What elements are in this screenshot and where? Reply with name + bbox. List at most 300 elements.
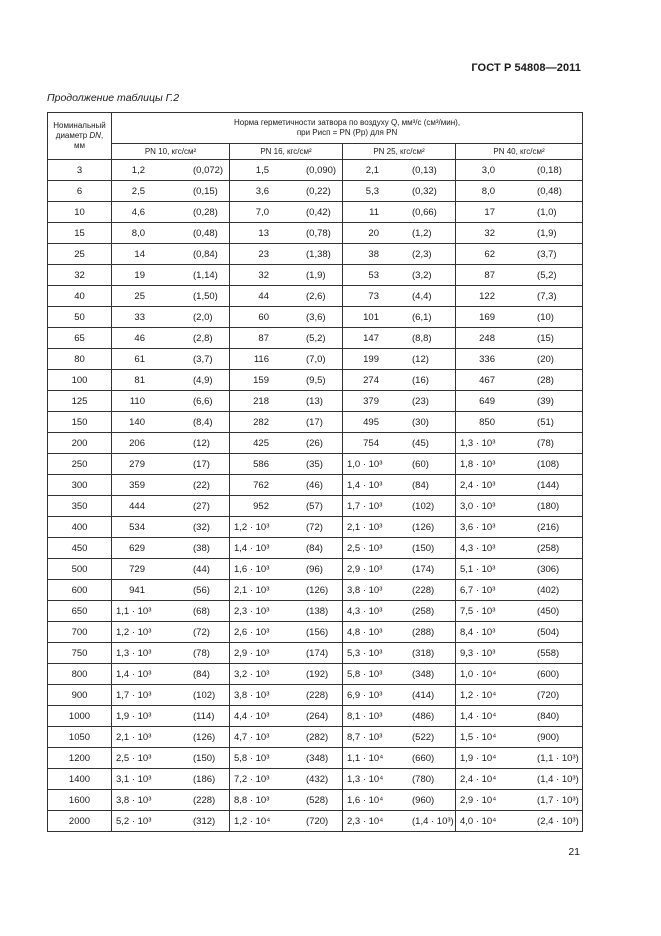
value-mm3-per-s: 23 — [258, 248, 269, 260]
value-mm3-per-s: 729 — [129, 563, 145, 575]
value-mm3-per-s: 3,0 — [481, 164, 495, 176]
value-cm3-per-min: (780) — [412, 773, 435, 785]
table-row — [48, 601, 583, 622]
value-mm3-per-s: 1,6 · 10⁴ — [347, 794, 384, 806]
value-mm3-per-s: 1,9 · 10⁴ — [460, 752, 497, 764]
value-mm3-per-s: 8,7 · 10³ — [347, 731, 383, 743]
value-mm3-per-s: 1,3 · 10³ — [460, 437, 496, 449]
cell-leak-rate — [230, 244, 343, 265]
cell-leak-rate — [230, 454, 343, 475]
table-row — [48, 727, 583, 748]
table-row — [48, 475, 583, 496]
cell-dn: 1200 — [48, 748, 112, 769]
table-row — [48, 517, 583, 538]
cell-leak-rate — [112, 769, 230, 790]
cell-leak-rate — [343, 286, 456, 307]
cell-leak-rate — [112, 538, 230, 559]
value-mm3-per-s: 44 — [258, 290, 269, 302]
header-pn-40: PN 40, кгс/см² — [456, 144, 583, 160]
value-cm3-per-min: (114) — [193, 710, 215, 722]
table-row — [48, 412, 583, 433]
value-mm3-per-s: 206 — [129, 437, 145, 449]
table-row — [48, 181, 583, 202]
cell-leak-rate — [230, 622, 343, 643]
cell-leak-rate — [343, 517, 456, 538]
value-mm3-per-s: 3,8 · 10³ — [234, 689, 270, 701]
value-mm3-per-s: 274 — [363, 374, 379, 386]
value-mm3-per-s: 4,6 — [131, 206, 145, 218]
header-pn-25: PN 25, кгс/см² — [343, 144, 456, 160]
cell-leak-rate — [230, 517, 343, 538]
value-mm3-per-s: 4,3 · 10³ — [460, 542, 496, 554]
cell-leak-rate — [343, 496, 456, 517]
cell-dn: 40 — [48, 286, 112, 307]
cell-leak-rate — [112, 244, 230, 265]
cell-leak-rate — [456, 160, 583, 181]
document-code: ГОСТ Р 54808—2011 — [471, 62, 581, 74]
value-cm3-per-min: (0,32) — [412, 185, 437, 197]
value-mm3-per-s: 1,0 · 10³ — [347, 458, 383, 470]
value-mm3-per-s: 20 — [368, 227, 379, 239]
value-cm3-per-min: (0,072) — [193, 164, 224, 176]
value-cm3-per-min: (150) — [193, 752, 216, 764]
value-mm3-per-s: 32 — [258, 269, 269, 281]
cell-leak-rate — [112, 811, 230, 832]
value-cm3-per-min: (28) — [537, 374, 554, 386]
value-mm3-per-s: 46 — [134, 332, 145, 344]
cell-leak-rate — [343, 412, 456, 433]
cell-leak-rate — [343, 727, 456, 748]
table-row — [48, 454, 583, 475]
cell-dn: 1400 — [48, 769, 112, 790]
value-cm3-per-min: (57) — [306, 500, 323, 512]
cell-leak-rate — [112, 286, 230, 307]
cell-leak-rate — [230, 391, 343, 412]
value-mm3-per-s: 5,8 · 10³ — [347, 668, 383, 680]
header-leak-norm — [112, 113, 583, 144]
value-cm3-per-min: (486) — [412, 710, 435, 722]
value-mm3-per-s: 3,6 · 10³ — [460, 521, 496, 533]
value-mm3-per-s: 467 — [479, 374, 495, 386]
cell-leak-rate — [230, 643, 343, 664]
value-cm3-per-min: (10) — [537, 311, 554, 323]
table-row — [48, 580, 583, 601]
cell-leak-rate — [112, 517, 230, 538]
value-mm3-per-s: 1,2 · 10⁴ — [460, 689, 497, 701]
table-row — [48, 811, 583, 832]
value-mm3-per-s: 81 — [134, 374, 145, 386]
cell-leak-rate — [343, 601, 456, 622]
value-mm3-per-s: 3,8 · 10³ — [347, 584, 383, 596]
value-cm3-per-min: (0,28) — [193, 206, 218, 218]
value-mm3-per-s: 87 — [484, 269, 495, 281]
value-cm3-per-min: (0,48) — [537, 185, 562, 197]
value-cm3-per-min: (84) — [412, 479, 429, 491]
table-row — [48, 223, 583, 244]
cell-leak-rate — [230, 349, 343, 370]
value-mm3-per-s: 1,5 · 10⁴ — [460, 731, 497, 743]
value-cm3-per-min: (1,9) — [537, 227, 557, 239]
cell-leak-rate — [343, 433, 456, 454]
cell-leak-rate — [343, 811, 456, 832]
cell-leak-rate — [230, 496, 343, 517]
cell-leak-rate — [230, 685, 343, 706]
value-cm3-per-min: (96) — [306, 563, 323, 575]
table-row — [48, 706, 583, 727]
value-cm3-per-min: (84) — [193, 668, 210, 680]
value-cm3-per-min: (46) — [306, 479, 323, 491]
value-cm3-per-min: (228) — [306, 689, 329, 701]
value-mm3-per-s: 2,3 · 10³ — [234, 605, 270, 617]
value-cm3-per-min: (126) — [306, 584, 329, 596]
value-cm3-per-min: (1,50) — [193, 290, 218, 302]
cell-leak-rate — [112, 496, 230, 517]
cell-leak-rate — [456, 391, 583, 412]
value-mm3-per-s: 4,3 · 10³ — [347, 605, 383, 617]
cell-leak-rate — [230, 370, 343, 391]
value-mm3-per-s: 2,9 · 10³ — [234, 647, 270, 659]
cell-leak-rate — [112, 433, 230, 454]
cell-leak-rate — [112, 454, 230, 475]
cell-leak-rate — [230, 181, 343, 202]
cell-dn: 100 — [48, 370, 112, 391]
value-cm3-per-min: (17) — [306, 416, 323, 428]
cell-dn: 350 — [48, 496, 112, 517]
cell-dn: 80 — [48, 349, 112, 370]
value-mm3-per-s: 941 — [129, 584, 145, 596]
cell-dn: 800 — [48, 664, 112, 685]
cell-dn: 750 — [48, 643, 112, 664]
value-cm3-per-min: (192) — [306, 668, 329, 680]
value-mm3-per-s: 199 — [363, 353, 379, 365]
cell-leak-rate — [230, 538, 343, 559]
value-cm3-per-min: (660) — [412, 752, 435, 764]
cell-leak-rate — [112, 412, 230, 433]
value-mm3-per-s: 8,0 — [481, 185, 495, 197]
cell-leak-rate — [456, 412, 583, 433]
value-cm3-per-min: (348) — [412, 668, 435, 680]
value-mm3-per-s: 7,0 — [255, 206, 269, 218]
value-mm3-per-s: 2,1 · 10³ — [116, 731, 152, 743]
cell-leak-rate — [112, 580, 230, 601]
value-mm3-per-s: 13 — [258, 227, 269, 239]
cell-leak-rate — [230, 811, 343, 832]
value-cm3-per-min: (102) — [412, 500, 435, 512]
value-cm3-per-min: (108) — [537, 458, 560, 470]
value-mm3-per-s: 1,7 · 10³ — [116, 689, 152, 701]
table-row — [48, 559, 583, 580]
cell-leak-rate — [456, 181, 583, 202]
value-cm3-per-min: (306) — [537, 563, 560, 575]
value-cm3-per-min: (0,15) — [193, 185, 218, 197]
cell-leak-rate — [230, 307, 343, 328]
value-cm3-per-min: (15) — [537, 332, 554, 344]
cell-leak-rate — [456, 475, 583, 496]
value-cm3-per-min: (840) — [537, 710, 560, 722]
value-cm3-per-min: (22) — [193, 479, 210, 491]
cell-leak-rate — [456, 538, 583, 559]
value-cm3-per-min: (7,0) — [306, 353, 326, 365]
cell-leak-rate — [230, 223, 343, 244]
cell-dn: 10 — [48, 202, 112, 223]
cell-leak-rate — [230, 580, 343, 601]
value-mm3-per-s: 159 — [253, 374, 269, 386]
value-mm3-per-s: 17 — [484, 206, 495, 218]
value-mm3-per-s: 359 — [129, 479, 145, 491]
cell-leak-rate — [456, 433, 583, 454]
cell-dn: 900 — [48, 685, 112, 706]
value-cm3-per-min: (0,22) — [306, 185, 331, 197]
cell-dn: 6 — [48, 181, 112, 202]
value-mm3-per-s: 3,6 — [255, 185, 269, 197]
cell-leak-rate — [112, 685, 230, 706]
cell-leak-rate — [230, 475, 343, 496]
value-cm3-per-min: (186) — [193, 773, 216, 785]
value-cm3-per-min: (60) — [412, 458, 429, 470]
cell-dn: 65 — [48, 328, 112, 349]
cell-leak-rate — [230, 727, 343, 748]
cell-leak-rate — [230, 769, 343, 790]
cell-leak-rate — [230, 601, 343, 622]
value-cm3-per-min: (16) — [412, 374, 429, 386]
value-cm3-per-min: (960) — [412, 794, 435, 806]
value-cm3-per-min: (12) — [193, 437, 210, 449]
cell-leak-rate — [456, 286, 583, 307]
value-cm3-per-min: (30) — [412, 416, 429, 428]
value-cm3-per-min: (72) — [306, 521, 323, 533]
value-cm3-per-min: (8,4) — [193, 416, 213, 428]
cell-leak-rate — [456, 601, 583, 622]
value-cm3-per-min: (5,2) — [537, 269, 557, 281]
cell-leak-rate — [230, 265, 343, 286]
value-mm3-per-s: 61 — [134, 353, 145, 365]
value-cm3-per-min: (4,9) — [193, 374, 213, 386]
value-mm3-per-s: 3,8 · 10³ — [116, 794, 152, 806]
value-cm3-per-min: (5,2) — [306, 332, 326, 344]
value-mm3-per-s: 5,3 — [365, 185, 379, 197]
cell-leak-rate — [230, 433, 343, 454]
value-mm3-per-s: 6,9 · 10³ — [347, 689, 383, 701]
cell-leak-rate — [456, 202, 583, 223]
value-cm3-per-min: (6,6) — [193, 395, 213, 407]
value-cm3-per-min: (174) — [412, 563, 435, 575]
table-row — [48, 664, 583, 685]
cell-leak-rate — [112, 349, 230, 370]
cell-leak-rate — [343, 391, 456, 412]
cell-leak-rate — [230, 790, 343, 811]
cell-leak-rate — [456, 349, 583, 370]
value-mm3-per-s: 7,5 · 10³ — [460, 605, 496, 617]
value-mm3-per-s: 649 — [479, 395, 495, 407]
value-cm3-per-min: (2,6) — [306, 290, 326, 302]
value-mm3-per-s: 8,0 — [131, 227, 145, 239]
value-cm3-per-min: (138) — [306, 605, 329, 617]
value-mm3-per-s: 1,2 · 10³ — [234, 521, 270, 533]
value-cm3-per-min: (432) — [306, 773, 329, 785]
cell-leak-rate — [456, 685, 583, 706]
cell-dn: 450 — [48, 538, 112, 559]
value-mm3-per-s: 1,5 — [255, 164, 269, 176]
value-mm3-per-s: 19 — [134, 269, 145, 281]
value-mm3-per-s: 1,4 · 10⁴ — [460, 710, 497, 722]
value-mm3-per-s: 2,5 · 10³ — [347, 542, 383, 554]
value-mm3-per-s: 1,4 · 10³ — [234, 542, 270, 554]
cell-dn: 150 — [48, 412, 112, 433]
value-cm3-per-min: (0,84) — [193, 248, 218, 260]
value-mm3-per-s: 2,3 · 10⁴ — [347, 815, 384, 827]
table-row — [48, 685, 583, 706]
cell-dn: 2000 — [48, 811, 112, 832]
cell-leak-rate — [343, 202, 456, 223]
value-mm3-per-s: 1,4 · 10³ — [347, 479, 383, 491]
value-cm3-per-min: (1,2) — [412, 227, 432, 239]
value-mm3-per-s: 629 — [129, 542, 145, 554]
cell-dn: 250 — [48, 454, 112, 475]
value-mm3-per-s: 2,9 · 10⁴ — [460, 794, 497, 806]
cell-leak-rate — [112, 328, 230, 349]
value-mm3-per-s: 3,2 · 10³ — [234, 668, 270, 680]
cell-dn: 125 — [48, 391, 112, 412]
value-mm3-per-s: 60 — [258, 311, 269, 323]
value-mm3-per-s: 495 — [363, 416, 379, 428]
cell-leak-rate — [343, 244, 456, 265]
table-row — [48, 391, 583, 412]
cell-leak-rate — [230, 328, 343, 349]
value-cm3-per-min: (0,48) — [193, 227, 218, 239]
value-cm3-per-min: (84) — [306, 542, 323, 554]
cell-leak-rate — [112, 160, 230, 181]
cell-leak-rate — [230, 559, 343, 580]
cell-leak-rate — [343, 328, 456, 349]
cell-leak-rate — [112, 790, 230, 811]
cell-leak-rate — [456, 496, 583, 517]
value-mm3-per-s: 850 — [479, 416, 495, 428]
cell-leak-rate — [456, 265, 583, 286]
value-cm3-per-min: (32) — [193, 521, 210, 533]
table-row — [48, 538, 583, 559]
value-mm3-per-s: 5,1 · 10³ — [460, 563, 496, 575]
value-mm3-per-s: 336 — [479, 353, 495, 365]
cell-leak-rate — [112, 748, 230, 769]
value-mm3-per-s: 1,3 · 10⁴ — [347, 773, 384, 785]
page-number: 21 — [568, 846, 580, 858]
table-row — [48, 622, 583, 643]
value-cm3-per-min: (600) — [537, 668, 560, 680]
cell-leak-rate — [343, 370, 456, 391]
value-mm3-per-s: 4,0 · 10⁴ — [460, 815, 497, 827]
value-mm3-per-s: 101 — [363, 311, 379, 323]
value-cm3-per-min: (282) — [306, 731, 329, 743]
cell-leak-rate — [343, 181, 456, 202]
cell-dn: 300 — [48, 475, 112, 496]
cell-leak-rate — [112, 727, 230, 748]
table-continuation-caption: Продолжение таблицы Г.2 — [47, 92, 180, 104]
table-row — [48, 265, 583, 286]
value-cm3-per-min: (258) — [537, 542, 560, 554]
value-cm3-per-min: (1,7 · 10³) — [537, 794, 579, 806]
value-cm3-per-min: (0,18) — [537, 164, 562, 176]
value-mm3-per-s: 534 — [129, 521, 145, 533]
cell-leak-rate — [343, 538, 456, 559]
value-cm3-per-min: (144) — [537, 479, 560, 491]
value-cm3-per-min: (258) — [412, 605, 435, 617]
value-cm3-per-min: (414) — [412, 689, 435, 701]
value-mm3-per-s: 3,0 · 10³ — [460, 500, 496, 512]
cell-leak-rate — [456, 244, 583, 265]
cell-leak-rate — [456, 748, 583, 769]
value-cm3-per-min: (318) — [412, 647, 435, 659]
cell-leak-rate — [343, 769, 456, 790]
cell-leak-rate — [456, 790, 583, 811]
value-mm3-per-s: 25 — [134, 290, 145, 302]
value-mm3-per-s: 2,1 — [365, 164, 379, 176]
value-cm3-per-min: (1,9) — [306, 269, 326, 281]
table-row — [48, 748, 583, 769]
header-pn-16: PN 16, кгс/см² — [230, 144, 343, 160]
value-mm3-per-s: 1,4 · 10³ — [116, 668, 152, 680]
value-mm3-per-s: 2,5 — [131, 185, 145, 197]
value-mm3-per-s: 11 — [369, 206, 379, 218]
cell-dn: 1050 — [48, 727, 112, 748]
value-cm3-per-min: (348) — [306, 752, 329, 764]
cell-leak-rate — [456, 223, 583, 244]
cell-leak-rate — [456, 370, 583, 391]
table-row — [48, 160, 583, 181]
cell-leak-rate — [343, 748, 456, 769]
value-mm3-per-s: 1,6 · 10³ — [234, 563, 270, 575]
value-cm3-per-min: (56) — [193, 584, 210, 596]
cell-leak-rate — [343, 475, 456, 496]
cell-leak-rate — [343, 580, 456, 601]
value-mm3-per-s: 952 — [253, 500, 269, 512]
value-mm3-per-s: 279 — [129, 458, 145, 470]
cell-leak-rate — [112, 664, 230, 685]
value-cm3-per-min: (12) — [412, 353, 429, 365]
cell-leak-rate — [112, 391, 230, 412]
cell-leak-rate — [456, 328, 583, 349]
value-mm3-per-s: 1,7 · 10³ — [347, 500, 383, 512]
value-mm3-per-s: 2,1 · 10³ — [234, 584, 270, 596]
header-pn-10: PN 10, кгс/см² — [112, 144, 230, 160]
value-cm3-per-min: (180) — [537, 500, 560, 512]
cell-leak-rate — [456, 664, 583, 685]
value-cm3-per-min: (3,7) — [193, 353, 213, 365]
value-cm3-per-min: (0,090) — [306, 164, 337, 176]
cell-leak-rate — [343, 454, 456, 475]
value-mm3-per-s: 87 — [258, 332, 269, 344]
value-mm3-per-s: 4,7 · 10³ — [234, 731, 270, 743]
value-cm3-per-min: (720) — [537, 689, 560, 701]
value-cm3-per-min: (1,14) — [193, 269, 218, 281]
cell-dn: 600 — [48, 580, 112, 601]
value-mm3-per-s: 3,1 · 10³ — [116, 773, 152, 785]
header-leak-norm-line2: при Pисп = PN (Pр) для PN — [296, 128, 398, 137]
value-mm3-per-s: 1,1 · 10³ — [116, 605, 152, 617]
cell-dn: 400 — [48, 517, 112, 538]
value-cm3-per-min: (23) — [412, 395, 429, 407]
value-cm3-per-min: (720) — [306, 815, 329, 827]
cell-leak-rate — [456, 622, 583, 643]
cell-leak-rate — [343, 307, 456, 328]
cell-leak-rate — [456, 580, 583, 601]
value-cm3-per-min: (78) — [193, 647, 210, 659]
value-mm3-per-s: 9,3 · 10³ — [460, 647, 496, 659]
value-cm3-per-min: (156) — [306, 626, 329, 638]
value-cm3-per-min: (45) — [412, 437, 429, 449]
table-row — [48, 286, 583, 307]
cell-leak-rate — [112, 202, 230, 223]
table-row — [48, 769, 583, 790]
